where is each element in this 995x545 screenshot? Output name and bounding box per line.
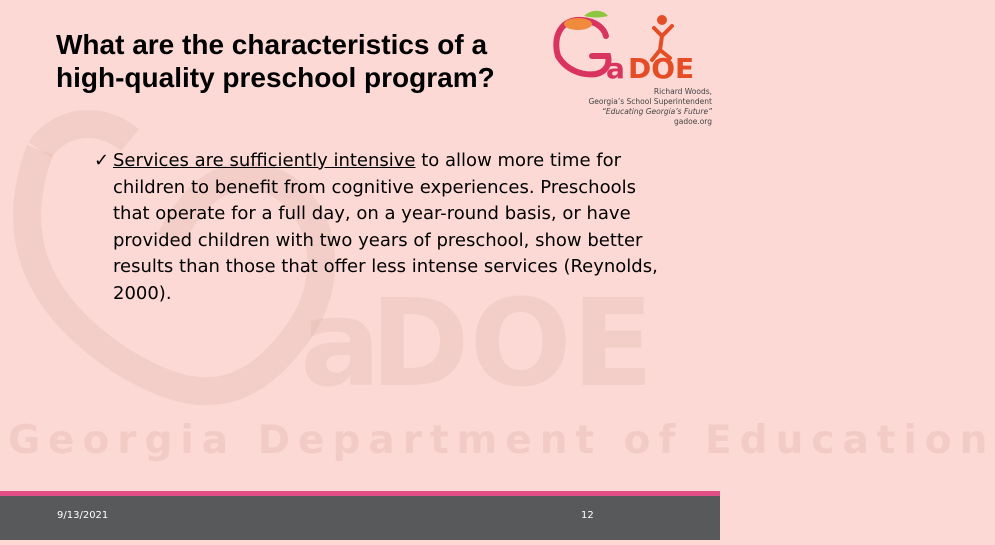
check-icon: ✓ [94, 150, 110, 171]
footer-date: 9/13/2021 [57, 510, 109, 521]
footer-bar [0, 496, 720, 540]
bullet-body: to allow more time for children to benefit from cognitive experiences. Preschools that operate for a full day, on a year-round basis, or have provided children with two years of preschool, show better results than those that offer less intense services (Reynolds, 2000). [113, 150, 658, 304]
logo-info-motto: “Educating Georgia’s Future” [601, 107, 712, 116]
gadoe-logo-mark-icon [548, 6, 716, 86]
logo-info-name: Richard Woods, [653, 87, 712, 96]
bullet-item [94, 148, 674, 307]
watermark-text: Georgia Department of Education [8, 418, 995, 463]
bullet-emphasis: Services are sufficiently intensive [113, 150, 416, 171]
logo-prefix: a [606, 52, 625, 85]
svg-text:a: a [300, 275, 381, 414]
slide-content [94, 148, 674, 307]
logo-suffix: DOE [628, 52, 695, 85]
logo-info [588, 87, 712, 127]
page-number: 12 [581, 510, 594, 521]
bullet-text [113, 148, 674, 307]
slide-title: What are the characteristics of a high-quality preschool program? [56, 29, 495, 93]
gadoe-logo [548, 6, 716, 131]
svg-text:DOE: DOE [370, 275, 654, 414]
logo-info-role: Georgia’s School Superintendent [588, 97, 712, 106]
logo-info-website: gadoe.org [673, 117, 712, 126]
